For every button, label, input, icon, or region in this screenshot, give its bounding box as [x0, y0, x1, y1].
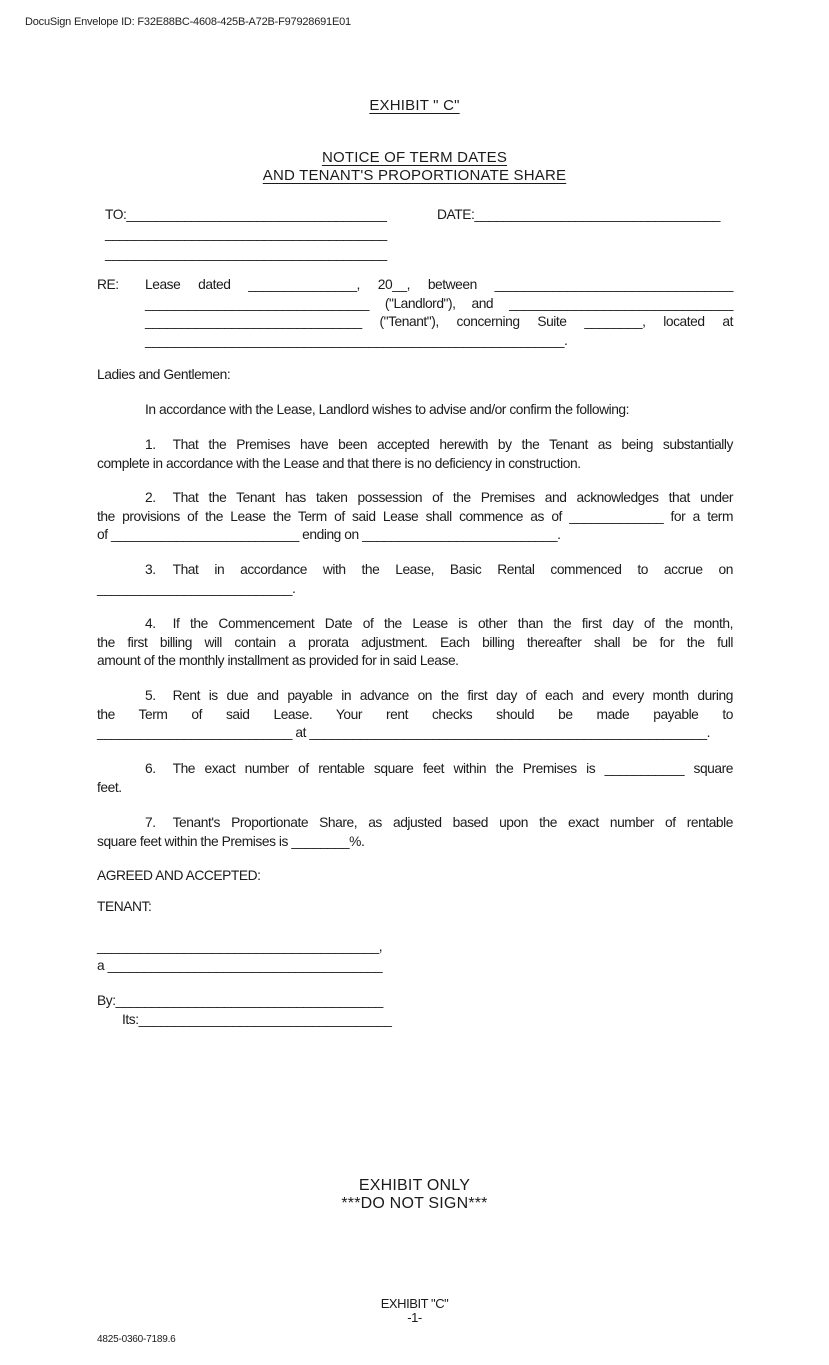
docusign-envelope-id: DocuSign Envelope ID: F32E88BC-4608-425B-A72B-F97928691E01 — [25, 16, 351, 28]
paragraph-text: That the Tenant has taken possession of the Premises and acknowledges that under — [172, 490, 733, 505]
paragraph-number: 6. — [145, 761, 156, 776]
by-blank-line: _____________________________________ — [115, 993, 383, 1008]
paragraph-number: 7. — [145, 815, 156, 830]
paragraph-text: Rent is due and payable in advance on the first day of each and every month during — [172, 688, 733, 703]
signature-by-line — [97, 992, 733, 1011]
re-label: RE: — [97, 277, 119, 292]
agreed-accepted-label: AGREED AND ACCEPTED: — [97, 868, 261, 883]
intro-paragraph: In accordance with the Lease, Landlord wishes to advise and/or confirm the following: — [145, 402, 630, 417]
paragraph-2 — [97, 489, 733, 545]
re-line: ______________________________ ("Tenant"), concerning Suite ________, located at — [145, 314, 733, 329]
paragraph-line: complete in accordance with the Lease and that there is no deficiency in construction. — [97, 455, 581, 471]
exhibit-title — [0, 97, 829, 116]
paragraph-line: feet. — [97, 779, 122, 795]
to-date-section — [105, 205, 733, 263]
document-subtitle — [0, 149, 829, 185]
exhibit-title-text: EXHIBIT " C" — [369, 97, 460, 114]
paragraph-5 — [97, 687, 733, 743]
paragraph-line — [97, 436, 733, 455]
paragraph-line: square feet within the Premises is ________%. — [97, 833, 365, 849]
paragraph-text: Tenant's Proportionate Share, as adjusted based upon the exact number of rentable — [172, 815, 733, 830]
paragraph-number: 4. — [145, 616, 156, 631]
tenant-label: TENANT: — [97, 899, 152, 914]
paragraph-6 — [97, 760, 733, 797]
by-label: By: — [97, 993, 116, 1008]
re-body — [145, 276, 733, 350]
subtitle-line-2: AND TENANT'S PROPORTIONATE SHARE — [262, 167, 567, 184]
to-blank-line: ____________________________________ — [126, 207, 387, 222]
paragraph-line: the first billing will contain a prorata adjustment. Each billing thereafter shall be for the full — [97, 634, 733, 650]
paragraph-4 — [97, 615, 733, 671]
paragraph-line — [97, 814, 733, 833]
footer-document-id: 4825-0360-7189.6 — [97, 1334, 176, 1345]
paragraph-number: 2. — [145, 490, 156, 505]
paragraph-number: 3. — [145, 562, 156, 577]
entity-type-prefix: a — [97, 957, 108, 973]
paragraph-line: amount of the monthly installment as provided for in said Lease. — [97, 653, 459, 668]
paragraph-text: If the Commencement Date of the Lease is other than the first day of the month, — [172, 616, 733, 631]
date-label: DATE: — [437, 207, 475, 222]
paragraph-1 — [97, 436, 733, 473]
date-group — [437, 205, 720, 224]
signature-entity-type-line — [97, 957, 733, 976]
its-blank-line: ___________________________________ — [138, 1011, 392, 1027]
footer-page-number: -1- — [407, 1310, 422, 1325]
subtitle-line-1: NOTICE OF TERM DATES — [321, 149, 508, 166]
paragraph-line — [97, 489, 733, 508]
its-label: Its: — [122, 1011, 139, 1027]
paragraph-line: the Term of said Lease. Your rent checks should be made payable to — [97, 706, 733, 722]
salutation: Ladies and Gentlemen: — [97, 367, 231, 382]
date-blank-line: __________________________________ — [474, 207, 720, 222]
paragraph-line: the provisions of the Lease the Term of said Lease shall commence as of _____________ for a term — [97, 508, 733, 524]
re-section — [97, 276, 733, 350]
paragraph-line — [97, 561, 733, 580]
to-date-row — [105, 205, 733, 224]
paragraph-3 — [97, 561, 733, 598]
paragraph-7 — [97, 814, 733, 851]
paragraph-line: of __________________________ ending on ___________________________. — [97, 527, 561, 542]
signature-its-line — [97, 1011, 733, 1030]
signature-entity-line: _______________________________________, — [97, 939, 383, 954]
paragraph-number: 5. — [145, 688, 156, 703]
re-line: _______________________________ ("Landlord"), and _______________________________ — [145, 295, 733, 311]
stamp-line-2: ***DO NOT SIGN*** — [341, 1195, 488, 1212]
exhibit-only-stamp — [0, 1177, 829, 1213]
re-line: Lease dated _______________, 20__, between _________________________________ — [145, 277, 733, 292]
to-label: TO: — [105, 207, 127, 222]
signature-block — [97, 938, 733, 1029]
paragraph-line: ___________________________. — [97, 580, 296, 596]
paragraph-line — [97, 760, 733, 779]
paragraph-text: The exact number of rentable square feet within the Premises is ___________ square — [172, 761, 733, 776]
stamp-line-1: EXHIBIT ONLY — [358, 1177, 471, 1194]
paragraph-line: ___________________________ at _______________________________________________________. — [97, 725, 711, 740]
paragraph-number: 1. — [145, 437, 156, 452]
paragraph-text: That in accordance with the Lease, Basic Rental commenced to accrue on — [172, 562, 733, 577]
paragraph-line — [97, 687, 733, 706]
paragraph-text: That the Premises have been accepted herewith by the Tenant as being substantially — [172, 437, 733, 452]
footer-exhibit-label: EXHIBIT "C" — [380, 1296, 449, 1311]
entity-type-blank: ______________________________________ — [107, 957, 383, 973]
to-extra-blank-line: _______________________________________ — [105, 245, 387, 261]
paragraph-line — [97, 615, 733, 634]
to-extra-blank-line: _______________________________________ — [105, 226, 387, 242]
re-line: __________________________________________________________. — [145, 332, 568, 348]
